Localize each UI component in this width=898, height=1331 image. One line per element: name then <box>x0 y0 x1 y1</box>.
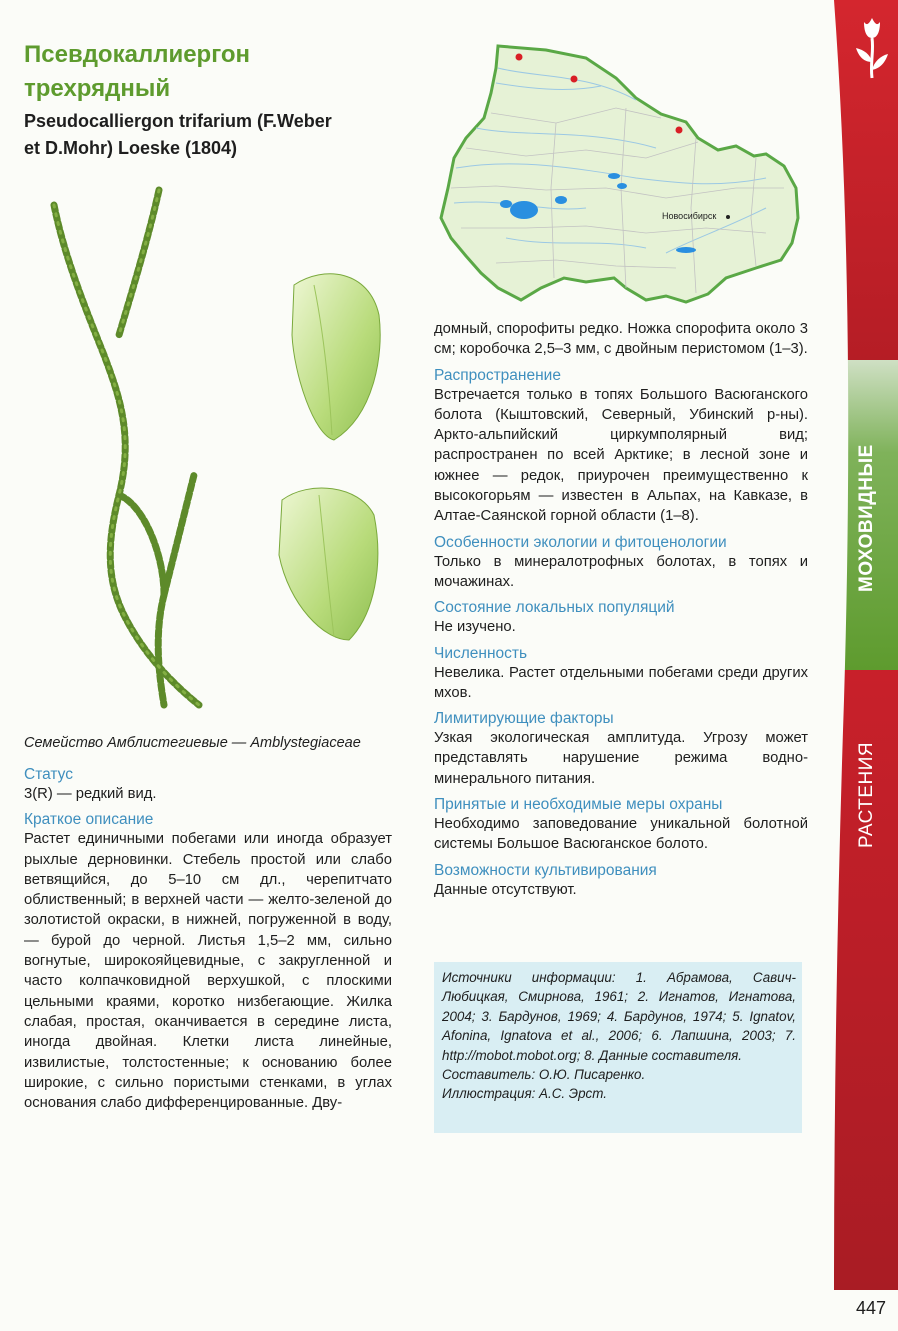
heading-ecology: Особенности экологии и фитоценологии <box>434 533 727 551</box>
heading-abundance: Численность <box>434 644 528 662</box>
text-abundance: Невелика. Растет отдельными побегами среди других мхов. <box>434 664 808 701</box>
text-description-continued: домный, спорофиты редко. Ножка спорофита около 3 см; коробочка 2,5–3 мм, с двойным перистомом (1–3). <box>434 321 808 358</box>
heading-limiting-factors: Лимитирующие факторы <box>434 710 614 728</box>
compiler-text: Составитель: О.Ю. Писаренко. <box>442 1067 646 1083</box>
sidebar-curve <box>834 0 898 1290</box>
flower-icon <box>852 12 892 82</box>
text-protection: Необходимо заповедование уникальной болотной системы Большое Васюганское болото. <box>434 816 808 853</box>
map-city-label: Новосибирск <box>662 211 717 221</box>
text-populations: Не изучено. <box>434 619 516 636</box>
sources-box <box>434 962 802 1133</box>
sidebar-kingdom-label: РАСТЕНИЯ <box>856 741 877 848</box>
title-lat-line2: et D.Mohr) Loeske (1804) <box>24 138 238 158</box>
sidebar <box>834 0 898 1290</box>
sidebar-section-label: МОХОВИДНЫЕ <box>856 444 877 592</box>
sources-text: Источники информации: 1. Абрамова, Савич-Любицкая, Смирнова, 1961; 2. Игнатов, Игнатова, 2004; 3. Бардунов, 1969; 4. Бардунов, 1974; 5. Ignatov, Afonina, Ignatova et al., 2006; 6. Лапшина, 2003; 7. http://mobot.mobot.org; 8. Данные составителя. <box>442 970 796 1063</box>
text-cultivation: Данные отсутствуют. <box>434 881 577 898</box>
text-ecology: Только в минералотрофных болотах, в топях и мочажинах. <box>434 553 808 590</box>
species-title-latin <box>24 108 404 162</box>
left-column <box>24 765 392 1113</box>
title-lat-line1: Pseudocalliergon trifarium (F.Weber <box>24 111 332 131</box>
heading-populations: Состояние локальных популяций <box>434 599 675 617</box>
text-description: Растет единичными побегами или иногда образует рыхлые дерновинки. Стебель простой или слабо ветвящийся, до 5–10 см дл., черепитчато облиственный; в верхней части — желто-зеленой до золотистой окраски, в нижней, погруженной в воду, — бурой до черной. Листья 1,5–2 мм, сильно вогнутые, широкояйцевидные, с закругленной и часто колпачковидной верхушкой, с плоскими цельными краями, коротко низбегающие. Жилка слабая, простая, оканчивается в середине листа, иногда двойная. Клетки листа линейные, извилистые, толстостенные; к основанию более широкие, с сильно пористыми стенками, в углах основания слабо дифференцированные. Дву- <box>24 831 392 1112</box>
heading-protection: Принятые и необходимые меры охраны <box>434 796 723 814</box>
text-limiting-factors: Узкая экологическая амплитуда. Угрозу может представлять нарушение режима водно-минерального питания. <box>434 730 808 787</box>
distribution-map <box>436 38 812 318</box>
heading-status: Статус <box>24 766 73 783</box>
family-prefix: Семейство Амблистегиевые — <box>24 735 251 751</box>
title-ru-line2: трехрядный <box>24 75 171 102</box>
heading-description: Краткое описание <box>24 811 154 829</box>
text-status: 3(R) — редкий вид. <box>24 786 157 802</box>
page-number: 447 <box>855 1298 887 1318</box>
right-column <box>434 319 808 900</box>
text-distribution: Встречается только в топях Большого Васюганского болота (Кыштовский, Северный, Убинский р-ны). Аркто-альпийский циркумполярный вид; распространен по всей Арктике; в лесной зоне и южнее — редок, приурочен преимущественно к высокогорьям — известен в Альпах, на Кавказе, в Алтае-Саянской горной области (1–8). <box>434 386 808 525</box>
heading-distribution: Распространение <box>434 366 561 384</box>
family-latin: Amblystegiaceae <box>250 735 361 751</box>
title-ru-line1: Псевдокаллиергон <box>24 41 251 68</box>
family-caption <box>24 733 404 753</box>
illustrator-text: Иллюстрация: А.С. Эрст. <box>442 1086 607 1102</box>
heading-cultivation: Возможности культивирования <box>434 861 657 879</box>
species-title-russian <box>24 38 404 106</box>
moss-illustration <box>24 175 414 720</box>
